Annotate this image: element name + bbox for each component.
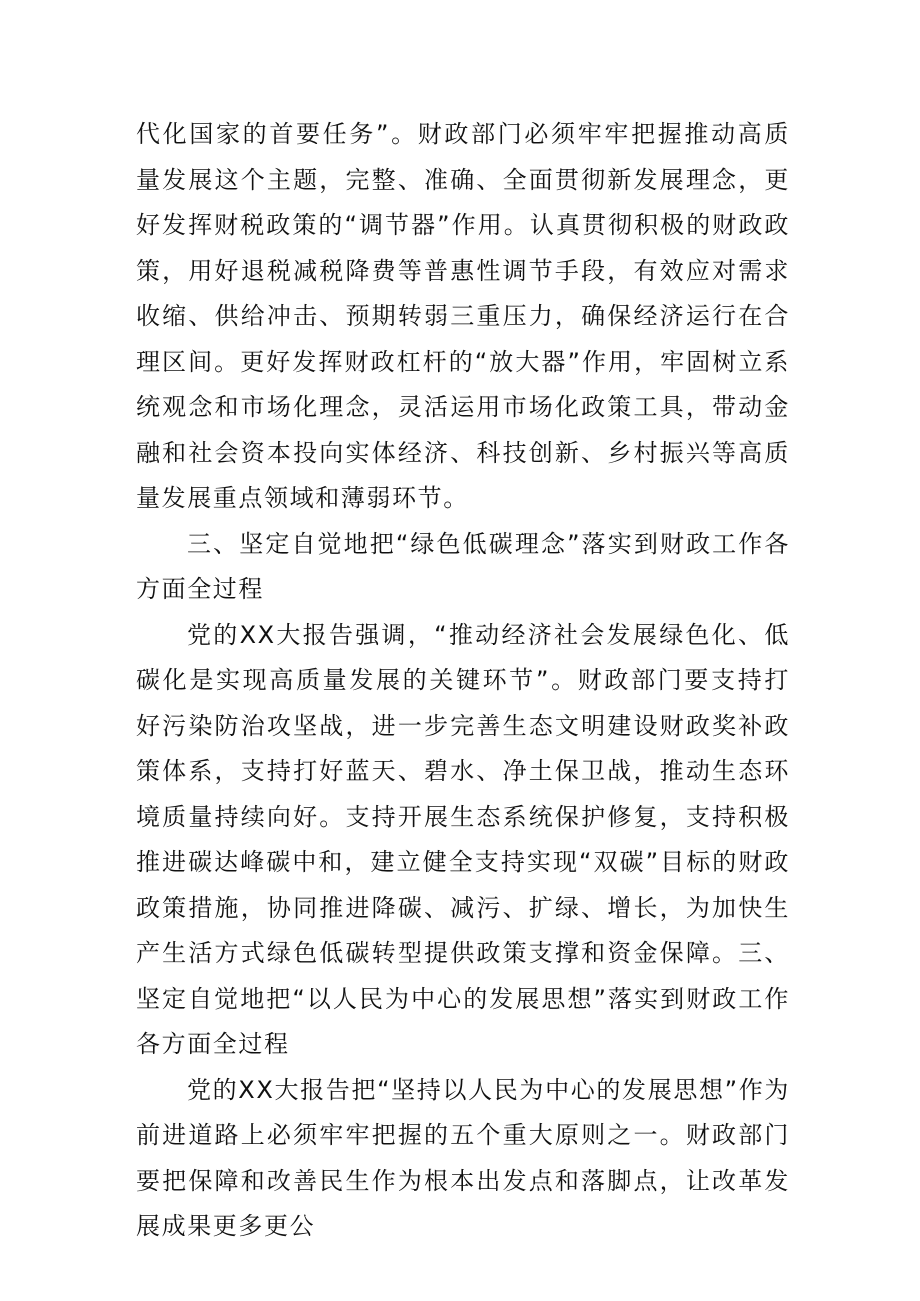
document-body bbox=[136, 112, 790, 1250]
paragraph-people-centered: 党的XX大报告把“坚持以人民为中心的发展思想”作为前进道路上必须牢牢把握的五个重大原则之一。财政部门要把保障和改善民生作为根本出发点和落脚点，让改革发展成果更多更公 bbox=[136, 1075, 790, 1240]
paragraph-green-low-carbon: 党的XX大报告强调，“推动经济社会发展绿色化、低碳化是实现高质量发展的关键环节”。财政部门要支持打好污染防治攻坚战，进一步完善生态文明建设财政奖补政策体系，支持打好蓝天、碧水、净土保卫战，推动生态环境质量持续向好。支持开展生态系统保护修复，支持积极推进碳达峰碳中和，建立健全支持实现“双碳”目标的财政政策措施，协同推进降碳、减污、扩绿、增长，为加快生产生活方式绿色低碳转型提供政策支撑和资金保障。三、坚定自觉地把“以人民为中心的发展思想”落实到财政工作各方面全过程 bbox=[136, 620, 790, 1058]
section-heading: 三、坚定自觉地把“绿色低碳理念”落实到财政工作各方面全过程 bbox=[136, 529, 790, 603]
paragraph-continuation: 代化国家的首要任务”。财政部门必须牢牢把握推动高质量发展这个主题，完整、准确、全面贯彻新发展理念，更好发挥财税政策的“调节器”作用。认真贯彻积极的财政政策，用好退税减税降费等普惠性调节手段，有效应对需求收缩、供给冲击、预期转弱三重压力，确保经济运行在合理区间。更好发挥财政杠杆的“放大器”作用，牢固树立系统观念和市场化理念，灵活运用市场化政策工具，带动金融和社会资本投向实体经济、科技创新、乡村振兴等高质量发展重点领域和薄弱环节。 bbox=[136, 120, 790, 512]
